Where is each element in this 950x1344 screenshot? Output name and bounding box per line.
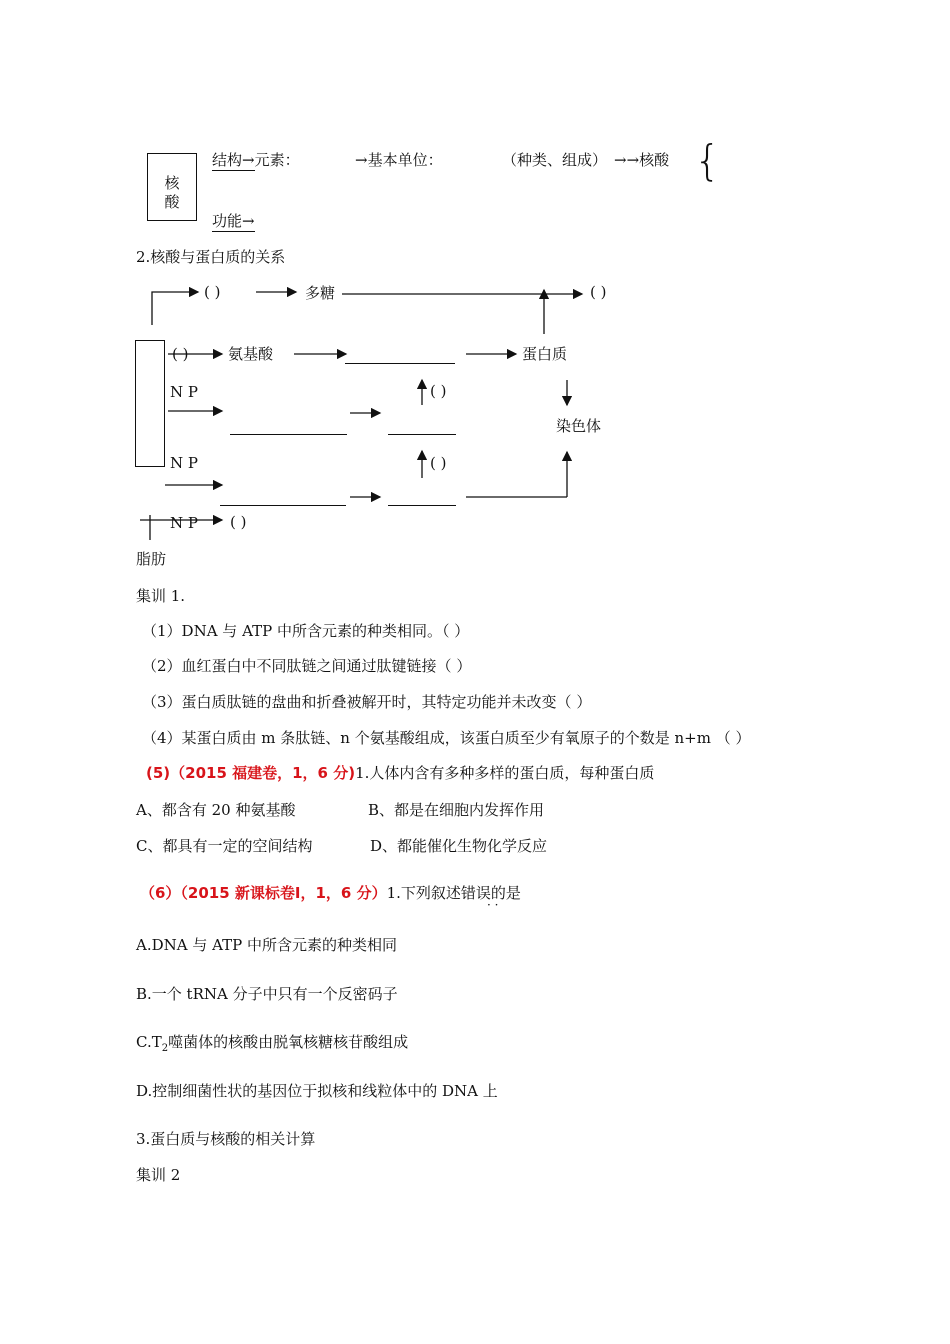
drill1-heading: 集训 1.: [136, 587, 186, 605]
paren-up-1: ( ): [430, 382, 447, 400]
q5-option-c: C、都具有一定的空间结构: [136, 837, 313, 855]
blank-row-4a: [220, 505, 346, 506]
np-label-3: N P: [170, 514, 198, 532]
paren-row-2: ( ): [172, 345, 189, 363]
blank-row-4b: [388, 505, 456, 506]
q5-option-d: D、都能催化生物化学反应: [370, 837, 548, 855]
blank-row-2: [345, 363, 455, 364]
function-label: 功能→: [212, 212, 255, 230]
blank-row-3a: [230, 434, 347, 435]
drill2-heading: 集训 2: [136, 1166, 181, 1184]
polysaccharide-label: 多糖: [305, 284, 336, 302]
section2-heading: 2.核酸与蛋白质的关系: [136, 248, 286, 266]
protein-label: 蛋白质: [522, 345, 568, 363]
box-label-1: 核: [164, 174, 180, 192]
np-label-2: N P: [170, 454, 198, 472]
fat-label: 脂肪: [136, 550, 167, 568]
section3-heading: 3.蛋白质与核酸的相关计算: [136, 1130, 316, 1148]
q6-source: （6）（2015 新课标卷Ⅰ，1，6 分）: [140, 884, 387, 902]
curly-brace-icon: {: [694, 136, 721, 185]
q6-option-b: B.一个 tRNA 分子中只有一个反密码子: [136, 985, 398, 1003]
q6-text: 1.下列叙述错误的是: [386, 884, 521, 902]
emphasis-dots: · ·: [487, 898, 499, 912]
q5-source: (5)（2015 福建卷，1，6 分): [146, 764, 356, 782]
amino-acid-label: 氨基酸: [228, 345, 274, 363]
paren-bottom: ( ): [230, 513, 247, 531]
chromosome-label: 染色体: [556, 417, 602, 435]
paren-up-2: ( ): [430, 454, 447, 472]
structure-label: 结构→: [212, 151, 255, 169]
paren-top-1: ( ): [204, 283, 221, 301]
relationship-diagram-lines: [0, 0, 950, 600]
q5-text: 1.人体内含有多种多样的蛋白质，每种蛋白质: [355, 764, 655, 782]
types-label: （种类、组成）: [502, 151, 608, 169]
basic-unit-label: →基本单位：: [355, 151, 443, 169]
elements-label: 元素：: [254, 151, 300, 169]
q6-option-d: D.控制细菌性状的基因位于拟核和线粒体中的 DNA 上: [136, 1082, 498, 1100]
source-element-box: [135, 340, 165, 467]
blank-row-3b: [388, 434, 456, 435]
q6-option-c: $C.T_2$噬菌体的核酸由脱氧核糖核苷酸组成: [136, 1033, 409, 1054]
drill1-q6: [140, 886, 521, 901]
paren-top-2: ( ): [590, 283, 607, 301]
drill1-q5: [146, 766, 654, 781]
q6-option-a: A.DNA 与 ATP 中所含元素的种类相同: [136, 936, 397, 954]
np-label-1: N P: [170, 383, 198, 401]
drill1-q2: （2）血红蛋白中不同肽链之间通过肽键链接（ ）: [142, 657, 472, 675]
drill1-q3: （3）蛋白质肽链的盘曲和折叠被解开时，其特定功能并未改变（ ）: [142, 693, 592, 711]
q5-option-a: A、都含有 20 种氨基酸: [136, 801, 296, 819]
nucleic-acid-label: →→核酸: [614, 151, 670, 169]
q5-option-b: B、都是在细胞内发挥作用: [368, 801, 545, 819]
box-label-2: 酸: [164, 192, 180, 211]
drill1-q1: （1）DNA 与 ATP 中所含元素的种类相同。（ ）: [142, 622, 470, 640]
drill1-q4: （4）某蛋白质由 m 条肽链、n 个氨基酸组成，该蛋白质至少有氧原子的个数是 n+m （ ）: [142, 729, 751, 747]
